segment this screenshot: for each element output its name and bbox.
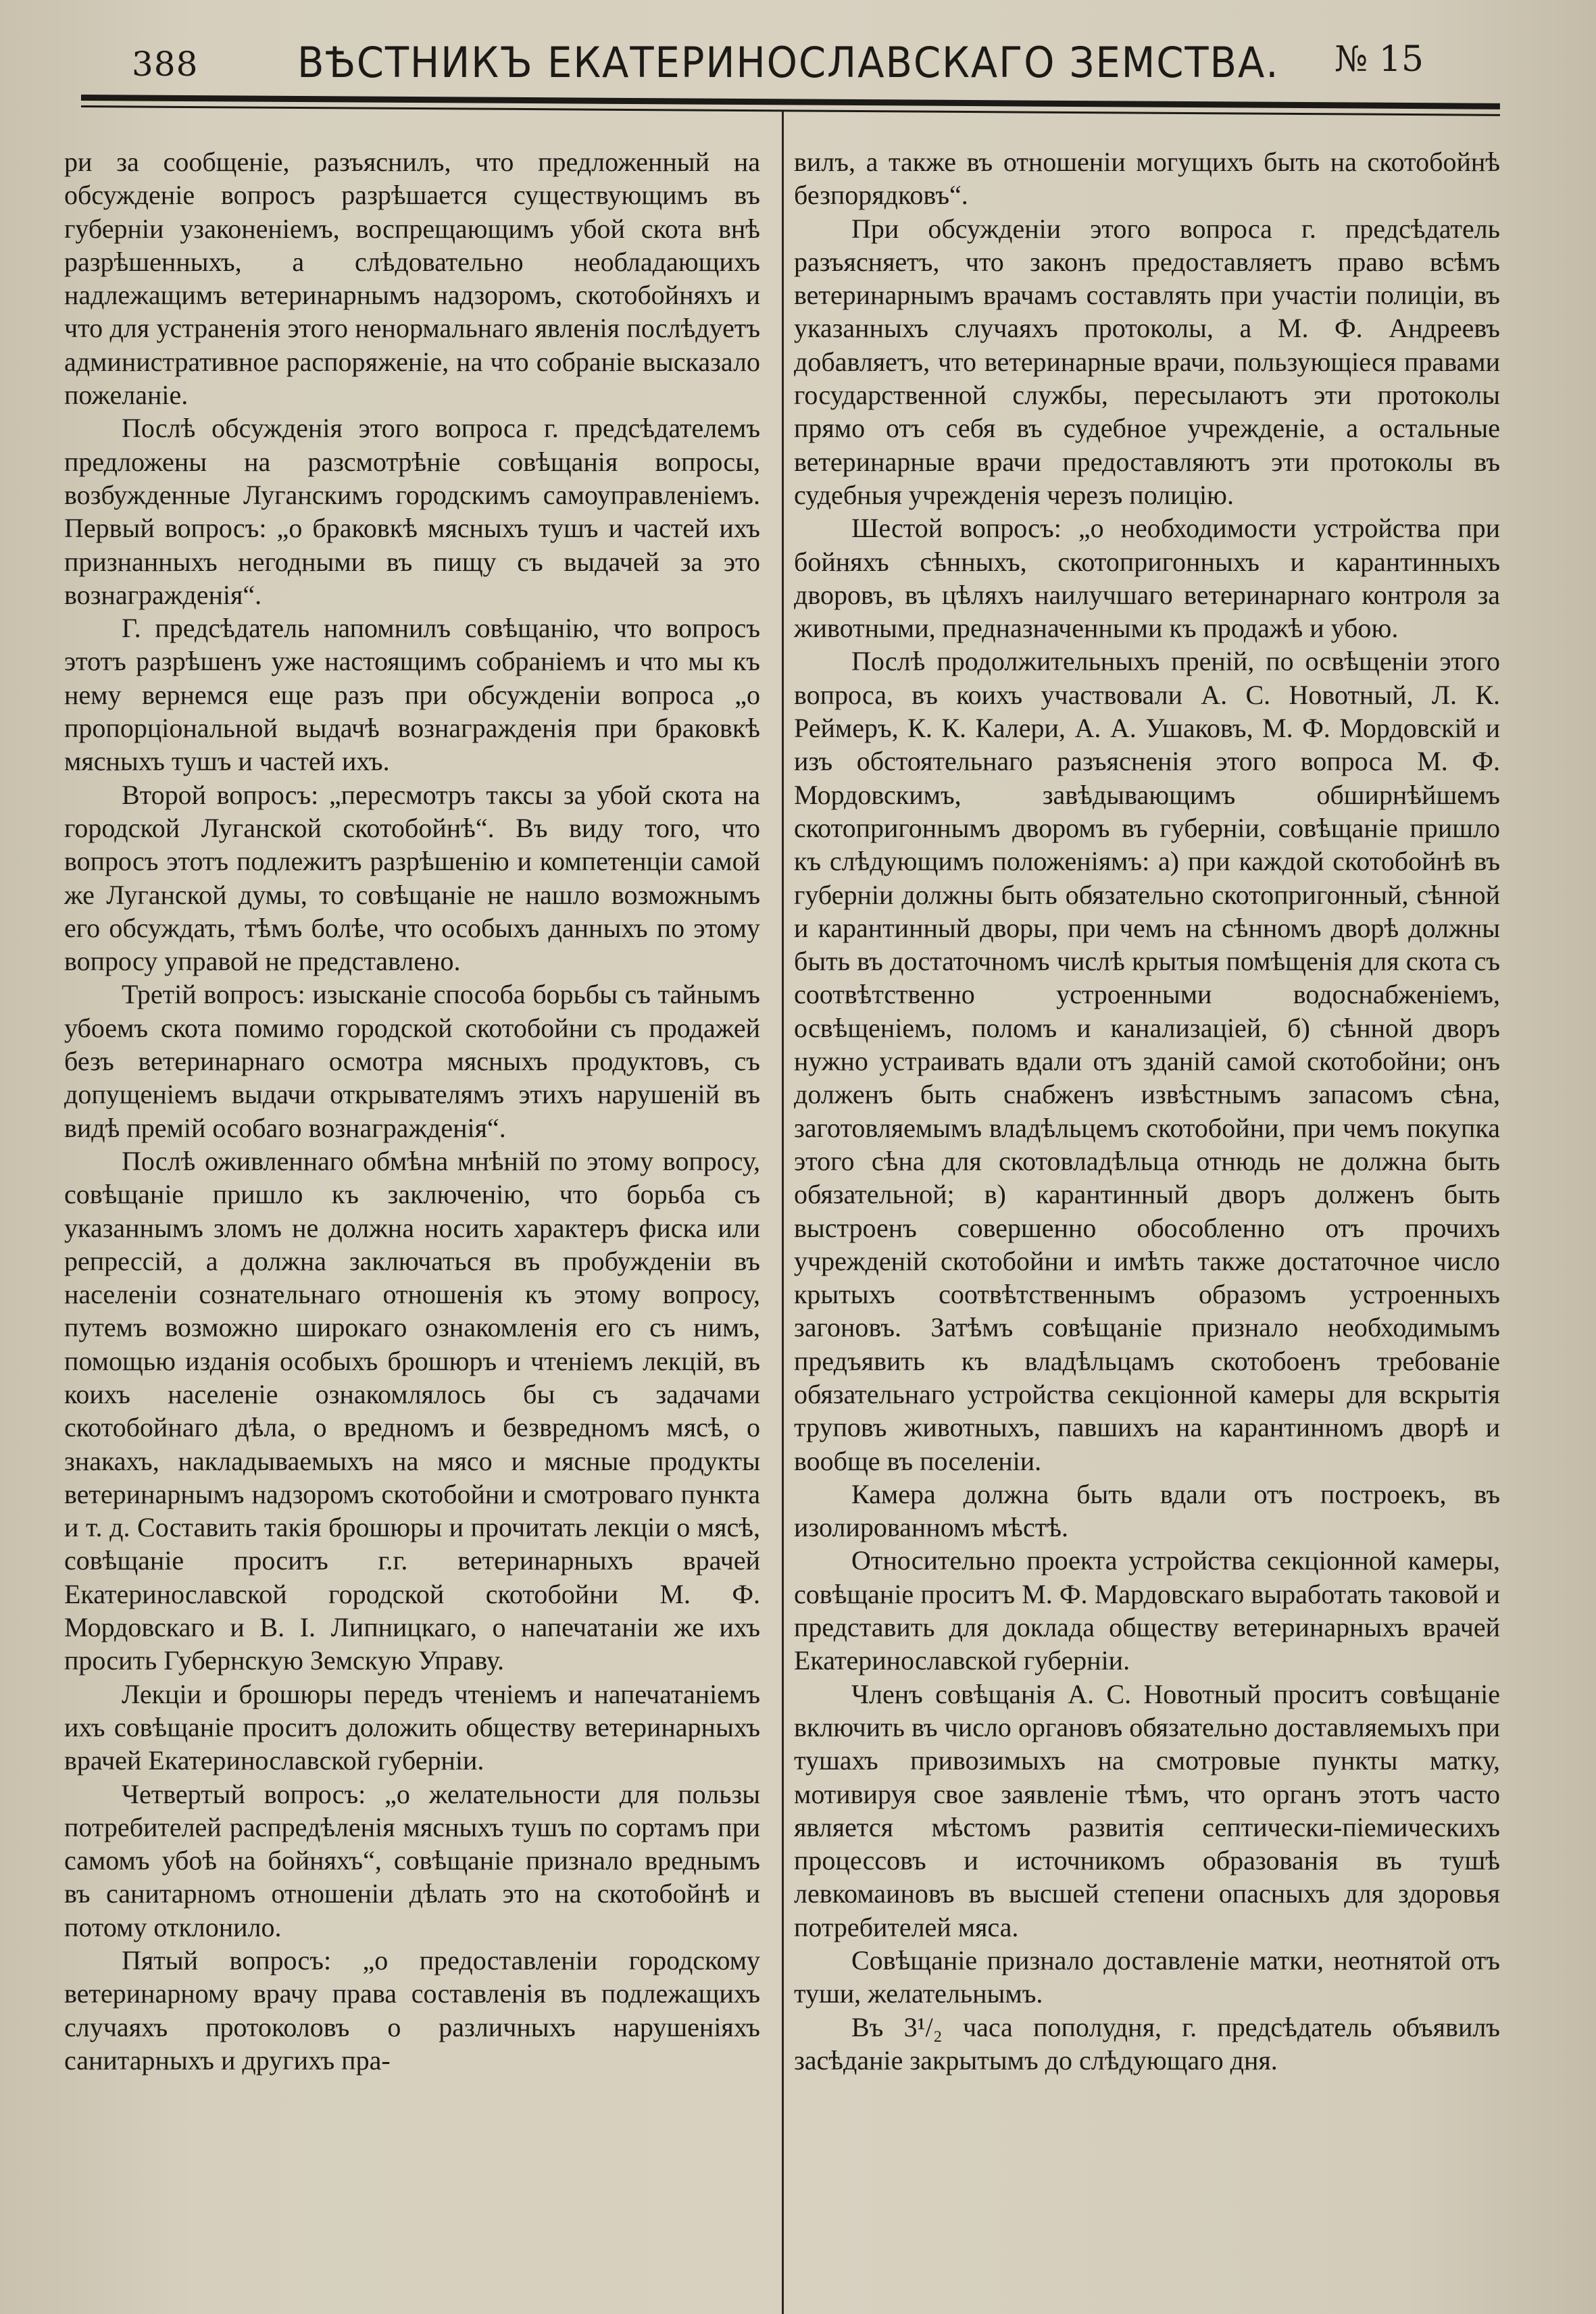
left-column bbox=[64, 145, 760, 2077]
page-number: 388 bbox=[132, 45, 199, 84]
paragraph: Второй вопросъ: „пересмотръ таксы за убой скота на городской Луганской скотобойнѣ“. Въ виду того, что вопросъ этотъ подлежитъ разрѣшенію и компетенціи самой же Луганской думы, то совѣщаніе не нашло возможнымъ его обсуждать, тѣмъ болѣе, что особыхъ данныхъ по этому вопросу управой не представлено. bbox=[64, 779, 760, 977]
paragraph: Членъ совѣщанія А. С. Новотный проситъ совѣщаніе включить въ число органовъ обязательно доставляемыхъ при тушахъ привозимыхъ на смотровые пункты матку, мотивируя свое заявленіе тѣмъ, что органъ этотъ часто является мѣстомъ развитія септически-піемическихъ процессовъ и источникомъ образованія въ тушѣ левкомаиновъ въ высшей степени опасныхъ для здоровья потребителей мяса. bbox=[794, 1678, 1500, 1942]
paragraph: Послѣ продолжительныхъ преній, по освѣщеніи этого вопроса, въ коихъ участвовали А. С. Новотный, Л. К. Реймеръ, К. К. Калери, А. А. Ушаковъ, М. Ф. Мордовскій и изъ обстоятельнаго разъясненія этого вопроса М. Ф. Мордовскимъ, завѣдывающимъ обширнѣйшемъ скотопригоннымъ дворомъ въ губерніи, совѣщаніе пришло къ слѣдующимъ положеніямъ: а) при каждой скотобойнѣ въ губерніи должны быть обязательно скотопригонный, сѣнной и карантинный дворы, при чемъ на сѣнномъ дворѣ должны быть въ достаточномъ числѣ крытыя помѣщенія для скота съ соотвѣтственно устроенными водоснабженіемъ, освѣщеніемъ, поломъ и канализаціей, б) сѣнной дворъ нужно устраивать вдали отъ зданій самой скотобойни; онъ долженъ быть снабженъ извѣстнымъ запасомъ сѣна, заготовляемымъ владѣльцемъ скотобойни, при чемъ покупка этого сѣна для скотовладѣльца отнюдь не должна быть обязательной; в) карантинный дворъ долженъ быть выстроенъ совершенно обособленно отъ прочихъ учрежденій скотобойни и имѣть также достаточное число крытыхъ соотвѣтственнымъ образомъ устроенныхъ загоновъ. Затѣмъ совѣщаніе признало необходимымъ предъявить къ владѣльцамъ скотобоенъ требованіе обязательнаго устройства секціонной камеры для вскрытія труповъ животныхъ, павшихъ на карантинномъ дворѣ и вообще въ поселеніи. bbox=[794, 646, 1500, 1476]
paragraph: Третій вопросъ: изысканіе способа борьбы съ тайнымъ убоемъ скота помимо городской скотобойни съ продажей безъ ветеринарнаго осмотра мясныхъ продуктовъ, съ допущеніемъ выдачи открывателямъ этихъ нарушеній въ видѣ премій особаго вознагражденія“. bbox=[64, 979, 760, 1143]
paragraph: Пятый вопросъ: „о предоставленіи городскому ветеринарному врачу права составленія въ подлежащихъ случаяхъ протоколовъ о различныхъ нарушеніяхъ санитарныхъ и другихъ пра- bbox=[64, 1945, 760, 2076]
paragraph: Послѣ обсужденія этого вопроса г. предсѣдателемъ предложены на разсмотрѣніе совѣщанія вопросы, возбужденные Луганскимъ городскимъ самоуправленіемъ. Первый вопросъ: „о браковкѣ мясныхъ тушъ и частей ихъ признанныхъ негодными въ пищу съ выдачей за это вознагражденія“. bbox=[64, 413, 760, 610]
paragraph: Камера должна быть вдали отъ построекъ, въ изолированномъ мѣстѣ. bbox=[794, 1478, 1500, 1543]
paragraph: Лекціи и брошюры передъ чтеніемъ и напечатаніемъ ихъ совѣщаніе проситъ доложить обществу ветеринарныхъ врачей Екатеринославской губерніи. bbox=[64, 1678, 760, 1776]
paragraph: ри за сообщеніе, разъяснилъ, что предложенный на обсужденіе вопросъ разрѣшается существующимъ въ губерніи узаконеніемъ, воспрещающимъ убой скота внѣ разрѣшенныхъ, а слѣдовательно необладающихъ надлежащимъ ветеринарнымъ надзоромъ, скотобойняхъ и что для устраненія этого ненормальнаго явленія послѣдуетъ административное распоряженіе, на что собраніе высказало пожеланіе. bbox=[64, 147, 760, 411]
paragraph: Г. предсѣдатель напомнилъ совѣщанію, что вопросъ этотъ разрѣшенъ уже настоящимъ собраніемъ и что мы къ нему вернемся еще разъ при обсужденіи вопроса „о пропорціональной выдачѣ вознагражденія при браковкѣ мясныхъ тушъ и частей ихъ. bbox=[64, 613, 760, 777]
paragraph: Послѣ оживленнаго обмѣна мнѣній по этому вопросу, совѣщаніе пришло къ заключенію, что борьба съ указаннымъ зломъ не должна носить характеръ фиска или репрессій, а должна заключаться въ пробужденіи въ населеніи сознательнаго отношенія къ этому вопросу, путемъ возможно широкаго ознакомленія его съ нимъ, помощью изданія особыхъ брошюръ и чтеніемъ лекцій, въ коихъ населеніе ознакомлялось бы съ задачами скотобойнаго дѣла, о вредномъ и безвредномъ мясѣ, о знакахъ, накладываемыхъ на мясо и мясные продукты ветеринарнымъ надзоромъ скотобойни и смотроваго пункта и т. д. Составить такія брошюры и прочитать лекціи о мясѣ, совѣщаніе проситъ г.г. ветеринарныхъ врачей Екатеринославской городской скотобойни М. Ф. Мордовскаго и В. І. Липницкаго, о напечатаніи же ихъ просить Губернскую Земскую Управу. bbox=[64, 1145, 760, 1676]
page-header bbox=[125, 19, 1517, 93]
issue-number: № 15 bbox=[1335, 39, 1424, 80]
paragraph: вилъ, а также въ отношеніи могущихъ быть на скотобойнѣ безпорядковъ“. bbox=[794, 147, 1500, 211]
paragraph: Въ 3¹/₂ часа пополудня, г. предсѣдатель объявилъ засѣданіе закрытымъ до слѣдующаго дня. bbox=[794, 2011, 1500, 2076]
journal-title: ВѢСТНИКЪ ЕКАТЕРИНОСЛАВСКАГО ЗЕМСТВА. bbox=[297, 38, 1280, 87]
paragraph: Четвертый вопросъ: „о желательности для пользы потребителей распредѣленія мясныхъ тушъ по сортамъ при самомъ убоѣ на бойняхъ“, совѣщаніе признало вреднымъ въ санитарномъ отношеніи дѣлать это на скотобойнѣ и потому отклонило. bbox=[64, 1778, 760, 1942]
paragraph: Относительно проекта устройства секціонной камеры, совѣщаніе проситъ М. Ф. Мардовскаго выработать таковой и представить для доклада обществу ветеринарныхъ врачей Екатеринославской губерніи. bbox=[794, 1545, 1500, 1676]
paragraph: Шестой вопросъ: „о необходимости устройства при бойняхъ сѣнныхъ, скотопригонныхъ и карантинныхъ дворовъ, въ цѣляхъ наилучшаго ветеринарнаго контроля за животными, предназначенными къ продажѣ и убою. bbox=[794, 513, 1500, 644]
column-divider bbox=[782, 111, 784, 2314]
paragraph: При обсужденіи этого вопроса г. предсѣдатель разъясняетъ, что законъ предоставляетъ право всѣмъ ветеринарнымъ врачамъ составлять при участіи полиціи, въ указанныхъ случаяхъ протоколы, а М. Ф. Андреевъ добавляетъ, что ветеринарные врачи, пользующіеся правами государственной службы, пересылаютъ эти протоколы прямо отъ себя въ судебное учрежденіе, а остальные ветеринарные врачи предоставляютъ эти протоколы въ судебныя учрежденія черезъ полицію. bbox=[794, 213, 1500, 510]
right-column bbox=[794, 145, 1500, 2077]
paragraph: Совѣщаніе признало доставленіе матки, неотнятой отъ туши, желательнымъ. bbox=[794, 1945, 1500, 2009]
